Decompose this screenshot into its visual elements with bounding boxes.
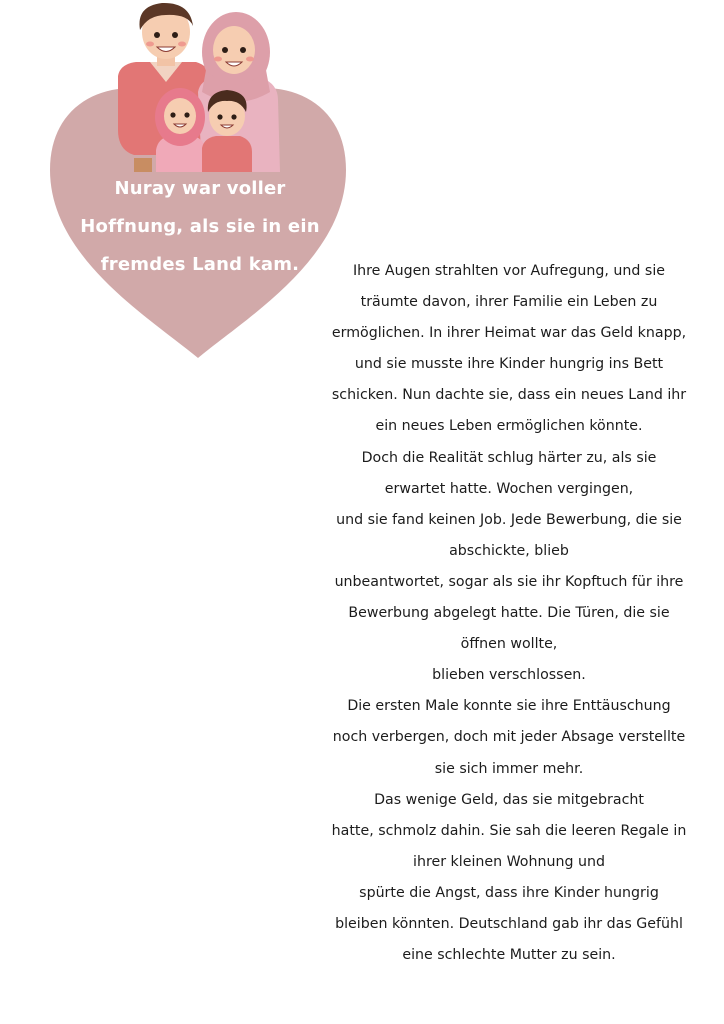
story-line: sie sich immer mehr. xyxy=(434,760,584,777)
story-line: bleiben könnten. Deutschland gab ihr das Gefühl xyxy=(335,915,683,932)
story-line: erwartet hatte. Wochen vergingen, xyxy=(384,480,634,497)
story-line: Doch die Realität schlug härter zu, als sie xyxy=(361,449,657,466)
story-line: träumte davon, ihrer Familie ein Leben zu xyxy=(360,294,658,311)
story-line: und sie musste ihre Kinder hungrig ins Bett xyxy=(354,356,664,373)
story-line: öffnen wollte, xyxy=(460,636,558,653)
story-text xyxy=(313,256,705,971)
story-line: schicken. Nun dachte sie, dass ein neues Land ihr xyxy=(331,387,687,404)
heart-caption-line: Hoffnung, als sie in ein xyxy=(80,216,320,237)
story-line: ihrer kleinen Wohnung und xyxy=(413,853,605,870)
story-line: Bewerbung abgelegt hatte. Die Türen, die sie xyxy=(348,605,670,622)
story-line: Das wenige Geld, das sie mitgebracht xyxy=(374,791,644,808)
story-line: Die ersten Male konnte sie ihre Enttäuschung xyxy=(347,698,671,715)
story-line: spürte die Angst, dass ihre Kinder hungrig xyxy=(359,884,659,901)
story-line: ermöglichen. In ihrer Heimat war das Geld knapp, xyxy=(331,325,687,342)
story-line: hatte, schmolz dahin. Sie sah die leeren Regale in xyxy=(331,822,687,839)
heart-caption-line: Nuray war voller xyxy=(114,178,286,199)
heart-caption xyxy=(70,170,330,284)
story-line: blieben verschlossen. xyxy=(432,667,586,684)
story-line: noch verbergen, doch mit jeder Absage verstellte xyxy=(332,729,686,746)
story-line: eine schlechte Mutter zu sein. xyxy=(402,947,616,964)
story-line: und sie fand keinen Job. Jede Bewerbung, die sie xyxy=(336,511,682,528)
story-line: abschickte, blieb xyxy=(449,542,569,559)
family-illustration xyxy=(118,3,280,172)
girl-figure xyxy=(155,88,206,172)
heart-caption-line: fremdes Land kam. xyxy=(100,254,300,275)
story-line: Ihre Augen strahlten vor Aufregung, und sie xyxy=(352,263,665,279)
story-line: ein neues Leben ermöglichen könnte. xyxy=(375,418,643,435)
story-line: unbeantwortet, sogar als sie ihr Kopftuch für ihre xyxy=(334,573,684,590)
